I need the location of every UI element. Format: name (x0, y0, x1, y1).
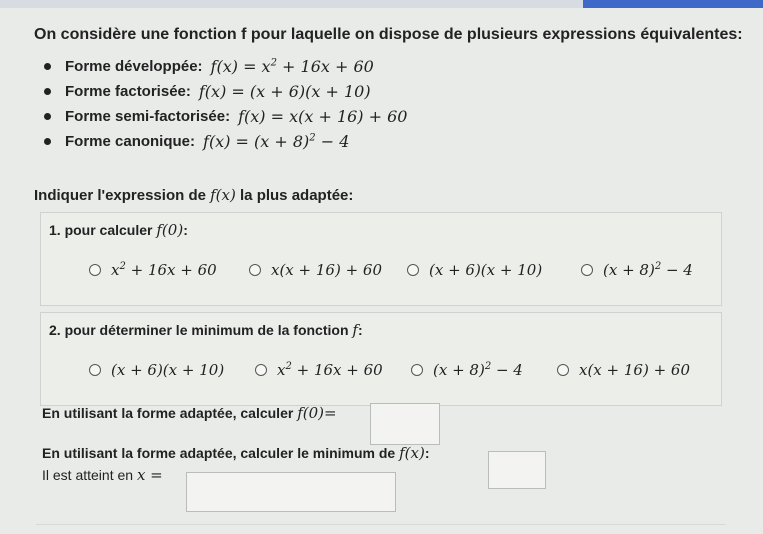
form-label: Forme semi-factorisée: (65, 108, 231, 125)
divider (36, 524, 726, 525)
question-prompt: Indiquer l'expression de f(x) la plus adaptée: (34, 186, 354, 204)
radio-button[interactable] (249, 264, 261, 276)
q2-option-3[interactable] (411, 361, 523, 379)
q2-option-1[interactable] (89, 361, 224, 379)
question-1-options (49, 255, 729, 285)
option-expression: $x^2 + 16x + 60$ (111, 261, 217, 279)
radio-button[interactable] (89, 264, 101, 276)
option-expression: $(x + 8)^2 - 4$ (433, 361, 523, 379)
intro-text: On considère une fonction f pour laquelle on dispose de plusieurs expressions équivalentes: (34, 26, 743, 43)
form-factorisee (44, 79, 407, 104)
radio-button[interactable] (557, 364, 569, 376)
answer-2-input[interactable] (488, 451, 546, 489)
radio-button[interactable] (89, 364, 101, 376)
q1-option-1[interactable] (89, 261, 217, 279)
answer-3-input[interactable] (186, 472, 396, 512)
form-expression: f(x) = x(x + 16) + 60 (238, 107, 408, 126)
q1-option-2[interactable] (249, 261, 382, 279)
question-2-options (49, 355, 729, 385)
question-2-panel (40, 312, 722, 406)
form-expression: f(x) = (x + 6)(x + 10) (198, 82, 371, 101)
form-label: Forme canonique: (65, 133, 196, 150)
question-1-label: 1. pour calculer f(0): (49, 221, 188, 239)
answer-2-label: En utilisant la forme adaptée, calculer le minimum de f(x): (42, 444, 430, 462)
answer-3-label: Il est atteint en x = (42, 466, 163, 484)
answer-1-label: En utilisant la forme adaptée, calculer f(0)= (42, 404, 337, 422)
form-canonique (44, 129, 407, 154)
question-1-panel (40, 212, 722, 306)
form-expression: $f(x) = (x + 8)^2 - 4$ (203, 132, 350, 151)
radio-button[interactable] (581, 264, 593, 276)
radio-button[interactable] (407, 264, 419, 276)
q1-option-3[interactable] (407, 261, 542, 279)
radio-button[interactable] (255, 364, 267, 376)
question-2-label: 2. pour déterminer le minimum de la fonction f: (49, 321, 363, 339)
q1-option-4[interactable] (581, 261, 693, 279)
option-expression: (x + 6)(x + 10) (429, 261, 543, 279)
q2-option-4[interactable] (557, 361, 690, 379)
form-expression: $f(x) = x^2 + 16x + 60$ (210, 57, 374, 76)
top-bar-accent (583, 0, 763, 8)
option-expression: x(x + 16) + 60 (271, 261, 383, 279)
answer-1-input[interactable] (370, 403, 440, 445)
form-label: Forme développée: (65, 58, 203, 75)
top-bar (0, 0, 763, 8)
radio-button[interactable] (411, 364, 423, 376)
option-expression: $(x + 8)^2 - 4$ (603, 261, 693, 279)
q2-option-2[interactable] (255, 361, 383, 379)
option-expression: $x^2 + 16x + 60$ (277, 361, 383, 379)
forms-list (44, 54, 407, 154)
form-developpee (44, 54, 407, 79)
option-expression: (x + 6)(x + 10) (111, 361, 225, 379)
form-label: Forme factorisée: (65, 83, 191, 100)
option-expression: x(x + 16) + 60 (579, 361, 691, 379)
form-semi-factorisee (44, 104, 407, 129)
